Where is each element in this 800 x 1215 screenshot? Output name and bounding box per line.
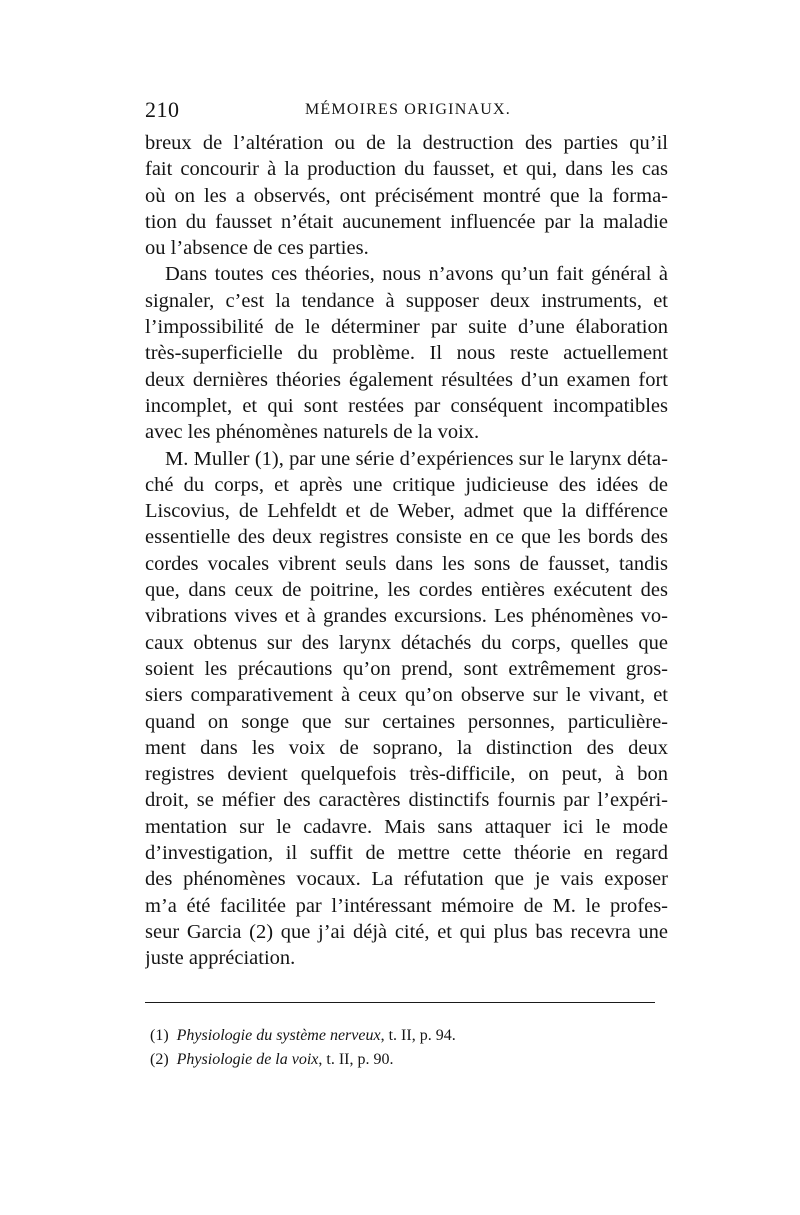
footnote-title: Physiologie de la voix xyxy=(176,1051,319,1068)
text-line: vibrations vives et à grandes excursions. Les phénomènes vo- xyxy=(145,605,668,628)
text-line: seur Garcia (2) que j’ai déjà cité, et qui plus bas recevra une xyxy=(145,920,668,943)
text-line: avec les phénomènes naturels de la voix. xyxy=(145,421,480,444)
footnote-divider xyxy=(145,1002,655,1003)
footnote-2 xyxy=(150,1048,650,1072)
text-line: quand on songe que sur certaines personnes, particulière- xyxy=(145,710,668,733)
footnote-reference: , t. II, p. 90. xyxy=(318,1051,394,1068)
text-line: fait concourir à la production du fausset, et qui, dans les cas xyxy=(145,158,668,181)
text-line: signaler, c’est la tendance à supposer deux instruments, et xyxy=(145,289,668,312)
text-line: Dans toutes ces théories, nous n’avons qu’un fait général à xyxy=(165,263,668,286)
page-number: 210 xyxy=(145,97,180,122)
text-line: droit, se méfier des caractères distinctifs fournis par l’expéri- xyxy=(145,789,668,812)
text-line: Liscovius, de Lehfeldt et de Weber, admet que la différence xyxy=(145,500,668,523)
footnotes xyxy=(150,1024,650,1072)
text-line: breux de l’altération ou de la destruction des parties qu’il xyxy=(145,132,668,154)
footnote-title: Physiologie du système nerveux xyxy=(176,1027,381,1044)
text-line: cordes vocales vibrent seuls dans les sons de fausset, tandis xyxy=(145,552,668,575)
text-line: ment dans les voix de soprano, la distinction des deux xyxy=(145,736,668,759)
text-line: M. Muller (1), par une série d’expériences sur le larynx déta- xyxy=(165,447,668,470)
text-line: où on les a observés, ont précisément montré que la forma- xyxy=(145,184,668,207)
text-line: très-superficielle du problème. Il nous reste actuellement xyxy=(145,342,668,365)
footnote-reference: , t. II, p. 94. xyxy=(380,1027,456,1044)
running-title: MÉMOIRES ORIGINAUX. xyxy=(305,101,511,118)
text-line: deux dernières théories également résultées d’un examen fort xyxy=(145,368,668,391)
text-line: ché du corps, et après une critique judicieuse des idées de xyxy=(145,473,668,496)
body-text xyxy=(145,130,668,972)
text-line: m’a été facilitée par l’intéressant mémoire de M. le profes- xyxy=(145,894,668,917)
footnote-marker: (2) xyxy=(150,1051,169,1068)
text-line: caux obtenus sur des larynx détachés du corps, quelles que xyxy=(145,631,668,654)
text-line: tion du fausset n’était aucunement influencée par la maladie xyxy=(145,210,668,233)
footnote-marker: (1) xyxy=(150,1027,169,1044)
text-line: essentielle des deux registres consiste en ce que les bords des xyxy=(145,526,668,549)
text-line: l’impossibilité de le déterminer par suite d’une élaboration xyxy=(145,316,668,339)
text-line: soient les précautions qu’on prend, sont extrêmement gros- xyxy=(145,657,668,680)
text-line: siers comparativement à ceux qu’on observe sur le vivant, et xyxy=(145,684,668,707)
text-line: des phénomènes vocaux. La réfutation que je vais exposer xyxy=(145,868,668,891)
text-line: incomplet, et qui sont restées par conséquent incompatibles xyxy=(145,394,668,417)
text-line: que, dans ceux de poitrine, les cordes entières exécutent des xyxy=(145,579,668,602)
text-line: mentation sur le cadavre. Mais sans attaquer ici le mode xyxy=(145,815,668,838)
footnote-1 xyxy=(150,1024,650,1048)
text-line: juste appréciation. xyxy=(145,947,296,970)
text-line: registres devient quelquefois très-difficile, on peut, à bon xyxy=(145,763,668,786)
text-line: d’investigation, il suffit de mettre cette théorie en regard xyxy=(145,842,668,865)
text-line: ou l’absence de ces parties. xyxy=(145,237,369,260)
page-header xyxy=(145,97,668,125)
